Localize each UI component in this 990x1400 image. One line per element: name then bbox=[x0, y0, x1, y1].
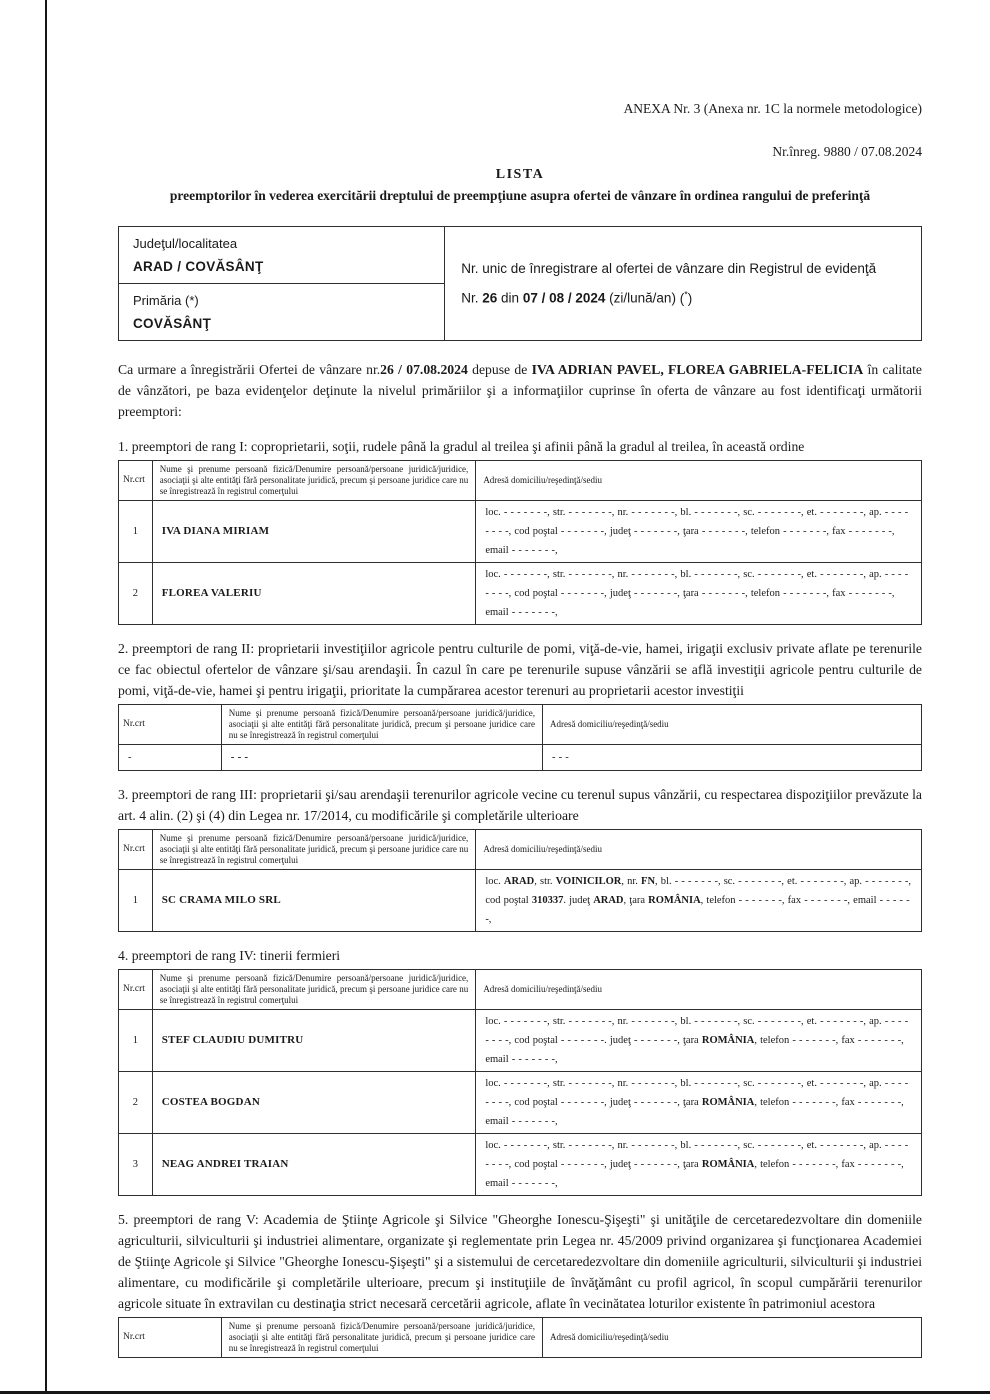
offer-registration-value: Nr. 26 din 07 / 08 / 2024 (zi/lună/an) (*) bbox=[461, 289, 693, 306]
county-value: ARAD / COVĂSÂNŢ bbox=[133, 259, 264, 274]
col-header-name: Nume şi prenume persoană fizică/Denumire persoană/persoane juridică/juridice, asociaţii şi alte entităţi fără personalitate juridică, precum şi persoane juridice care nu se înregistrează în registrul comerţului bbox=[152, 969, 476, 1009]
row-number: 1 bbox=[119, 869, 153, 931]
col-header-name: Nume şi prenume persoană fizică/Denumire persoană/persoane juridică/juridice, asociaţii şi alte entităţi fără personalitate juridică, precum şi persoane juridice care nu se înregistrează în registrul comerţului bbox=[221, 1317, 542, 1357]
registration-number-line: Nr.înreg. 9880 / 07.08.2024 bbox=[772, 144, 922, 159]
footnote-star: (*) bbox=[679, 289, 693, 306]
column-header-row bbox=[119, 460, 922, 500]
column-header-row bbox=[119, 829, 922, 869]
county-cell bbox=[119, 227, 445, 284]
section-1-table bbox=[118, 460, 922, 625]
col-header-name: Nume şi prenume persoană fizică/Denumire persoană/persoane juridică/juridice, asociaţii şi alte entităţi fără personalitate juridică, precum şi persoane juridice care nu se înregistrează în registrul comerţului bbox=[221, 704, 542, 744]
section-3-heading: 3. preemptori de rang III: proprietarii şi/sau arendaşii terenurilor agricole vecine cu terenul supus vânzării, cu respectarea dispoziţiilor prevăzute la art. 4 alin. (2) şi (4) din Legea nr. 17/2014, cu modificările şi completările ulterioare bbox=[118, 786, 922, 823]
section-5-heading: 5. preemptori de rang V: Academia de Ştiinţe Agricole şi Silvice "Gheorghe Ionescu-Şişeşti" şi unităţile de cercetaredezvoltare din domeniile agriculturii, silviculturii şi industriei alimentare, organizate şi reglementate prin Legea nr. 45/2009 privind organizarea şi funcţionarea Academiei de Ştiinţe Agricole şi Silvice "Gheorghe Ionescu-Şişeşti" şi a sistemului de cercetaredezvoltare din domeniile agriculturii, silviculturii şi industriei alimentare, cu modificările şi completările ulterioare, precum şi instituţiile de învăţământ cu profil agricol, în scopul cumpărării terenurilor agricole situate în extravilan cu destinaţia strict necesară cercetării agricole, aflate în vecinătatea loturilor existente în patrimoniul acestora bbox=[118, 1211, 922, 1311]
section-4-heading: 4. preemptori de rang IV: tinerii fermieri bbox=[118, 947, 341, 963]
column-header-row bbox=[119, 704, 922, 744]
offer-registration-cell bbox=[445, 227, 922, 341]
preemptor-address: - - - bbox=[542, 744, 921, 770]
column-header-row bbox=[119, 969, 922, 1009]
col-header-nr: Nr.crt bbox=[119, 460, 153, 500]
offer-date: 07 / 08 / 2024 bbox=[522, 290, 606, 306]
document-content bbox=[118, 0, 922, 1358]
row-number: 2 bbox=[119, 1071, 153, 1133]
anexa-reference: ANEXA Nr. 3 (Anexa nr. 1C la normele metodologice) bbox=[623, 101, 922, 116]
col-header-address: Adresă domiciliu/reşedinţă/sediu bbox=[542, 704, 921, 744]
offer-registration-label: Nr. unic de înregistrare al ofertei de vânzare din Registrul de evidenţă bbox=[461, 261, 877, 277]
preemptor-address: loc. - - - - - - -, str. - - - - - - -, nr. - - - - - - -, bl. - - - - - - -, sc. - - - - - - -, et. - - - - - - -, ap. - - - - - - - -, cod poştal - - - - - - -. judeţ - - - - - - -, ţara ROMÂNIA, telefon - - - - - - -, fax - - - - - - -, email - - - - - - -, bbox=[476, 1009, 922, 1071]
col-header-address: Adresă domiciliu/reşedinţă/sediu bbox=[476, 969, 922, 1009]
col-header-address: Adresă domiciliu/reşedinţă/sediu bbox=[476, 460, 922, 500]
section-2-table bbox=[118, 704, 922, 771]
preemptor-address: loc. - - - - - - -, str. - - - - - - -, nr. - - - - - - -, bl. - - - - - - -, sc. - - - - - - -, et. - - - - - - -, ap. - - - - - - - -, cod poştal - - - - - - -, judeţ - - - - - - -, ţara - - - - - - -, telefon - - - - - - -, fax - - - - - - -, email - - - - - - -, bbox=[476, 500, 922, 562]
table-row bbox=[119, 562, 922, 624]
row-number: 2 bbox=[119, 562, 153, 624]
sections bbox=[118, 436, 922, 1358]
preemptor-address: loc. ARAD, str. VOINICILOR, nr. FN, bl. - - - - - - -, sc. - - - - - - -, et. - - - - - - -, ap. - - - - - - -, cod poştal 310337. judeţ ARAD, ţara ROMÂNIA, telefon - - - - - - -, fax - - - - - - -, email - - - - - -, bbox=[476, 869, 922, 931]
identification-table bbox=[118, 226, 922, 341]
document-title: LISTA bbox=[495, 167, 545, 182]
scan-edge-vertical bbox=[45, 0, 47, 1393]
cityhall-label: Primăria (*) bbox=[133, 293, 199, 308]
preemptor-name: - - - bbox=[221, 744, 542, 770]
table-row bbox=[119, 500, 922, 562]
preemptor-name: COSTEA BOGDAN bbox=[152, 1071, 476, 1133]
section-5-table bbox=[118, 1317, 922, 1358]
col-header-nr: Nr.crt bbox=[119, 1317, 222, 1357]
row-number: 3 bbox=[119, 1133, 153, 1195]
table-row bbox=[119, 1009, 922, 1071]
col-header-address: Adresă domiciliu/reşedinţă/sediu bbox=[542, 1317, 921, 1357]
scan-edge-horizontal bbox=[0, 1391, 990, 1394]
preemptor-address: loc. - - - - - - -, str. - - - - - - -, nr. - - - - - - -, bl. - - - - - - -, sc. - - - - - - -, et. - - - - - - -, ap. - - - - - - - -, cod poştal - - - - - - -, judeţ - - - - - - -, ţara ROMÂNIA, telefon - - - - - - -, fax - - - - - - -, email - - - - - - -, bbox=[476, 1071, 922, 1133]
col-header-name: Nume şi prenume persoană fizică/Denumire persoană/persoane juridică/juridice, asociaţii şi alte entităţi fără personalitate juridică, precum şi persoane juridice care nu se înregistrează în registrul comerţului bbox=[152, 460, 476, 500]
col-header-nr: Nr.crt bbox=[119, 704, 222, 744]
sellers-names: IVA ADRIAN PAVEL, FLOREA GABRIELA-FELICIA bbox=[531, 362, 864, 377]
preemptor-name: IVA DIANA MIRIAM bbox=[152, 500, 476, 562]
document-subtitle: preemptorilor în vederea exercitării dreptului de preempţiune asupra ofertei de vânzare în ordinea rangului de preferinţă bbox=[169, 188, 871, 203]
row-number: 1 bbox=[119, 500, 153, 562]
section-2-heading: 2. preemptori de rang II: proprietarii investiţiilor agricole pentru culturile de pomi, viţă-de-vie, hamei, irigaţii exclusiv private aflate pe terenurile ce fac obiectul ofertelor de vânzare şi/sau arendaşii. În cazul în care pe terenurile supuse vânzării se află investiţii agricole pentru culturile de pomi, viţă-de-vie, hamei şi pentru irigaţii, prioritate la cumpărarea acestor terenuri au proprietarii acestor investiţii bbox=[118, 640, 922, 698]
preemptor-name: SC CRAMA MILO SRL bbox=[152, 869, 476, 931]
preemptor-address: loc. - - - - - - -, str. - - - - - - -, nr. - - - - - - -, bl. - - - - - - -, sc. - - - - - - -, et. - - - - - - -, ap. - - - - - - - -, cod poştal - - - - - - -, judeţ - - - - - - -, ţara - - - - - - -, telefon - - - - - - -, fax - - - - - - -, email - - - - - - -, bbox=[476, 562, 922, 624]
offer-number: 26 bbox=[482, 290, 498, 306]
preemptor-name: NEAG ANDREI TRAIAN bbox=[152, 1133, 476, 1195]
intro-paragraph: Ca urmare a înregistrării Ofertei de vânzare nr.26 / 07.08.2024 depuse de IVA ADRIAN PAVEL, FLOREA GABRIELA-FELICIA în calitate de vânzători, pe baza evidenţelor deţinute la nivelul primăriilor şi a informaţiilor cuprinse în oferta de vânzare au fost identificaţi următorii preemptori: bbox=[118, 362, 922, 419]
section-4-table bbox=[118, 969, 922, 1196]
preemptor-address: loc. - - - - - - -, str. - - - - - - -, nr. - - - - - - -, bl. - - - - - - -, sc. - - - - - - -, et. - - - - - - -, ap. - - - - - - - -, cod poştal - - - - - - -, judeţ - - - - - - -, ţara ROMÂNIA, telefon - - - - - - -, fax - - - - - - -, email - - - - - - -, bbox=[476, 1133, 922, 1195]
col-header-address: Adresă domiciliu/reşedinţă/sediu bbox=[476, 829, 922, 869]
county-label: Judeţul/localitatea bbox=[133, 236, 238, 251]
offer-ref-bold: 26 / 07.08.2024 bbox=[380, 362, 468, 377]
table-row bbox=[119, 744, 922, 770]
cityhall-value: COVĂSÂNŢ bbox=[133, 316, 212, 331]
col-header-nr: Nr.crt bbox=[119, 969, 153, 1009]
preemptor-name: STEF CLAUDIU DUMITRU bbox=[152, 1009, 476, 1071]
cityhall-cell bbox=[119, 284, 445, 341]
column-header-row bbox=[119, 1317, 922, 1357]
col-header-nr: Nr.crt bbox=[119, 829, 153, 869]
row-number: 1 bbox=[119, 1009, 153, 1071]
col-header-name: Nume şi prenume persoană fizică/Denumire persoană/persoane juridică/juridice, asociaţii şi alte entităţi fără personalitate juridică, precum şi persoane juridice care nu se înregistrează în registrul comerţului bbox=[152, 829, 476, 869]
row-number: - bbox=[119, 744, 222, 770]
table-row bbox=[119, 1071, 922, 1133]
section-1-heading: 1. preemptori de rang I: coproprietarii, soţii, rudele până la gradul al treilea şi afinii până la gradul al treilea, în această ordine bbox=[118, 438, 805, 454]
section-3-table bbox=[118, 829, 922, 932]
table-row bbox=[119, 1133, 922, 1195]
preemptor-name: FLOREA VALERIU bbox=[152, 562, 476, 624]
table-row bbox=[119, 869, 922, 931]
